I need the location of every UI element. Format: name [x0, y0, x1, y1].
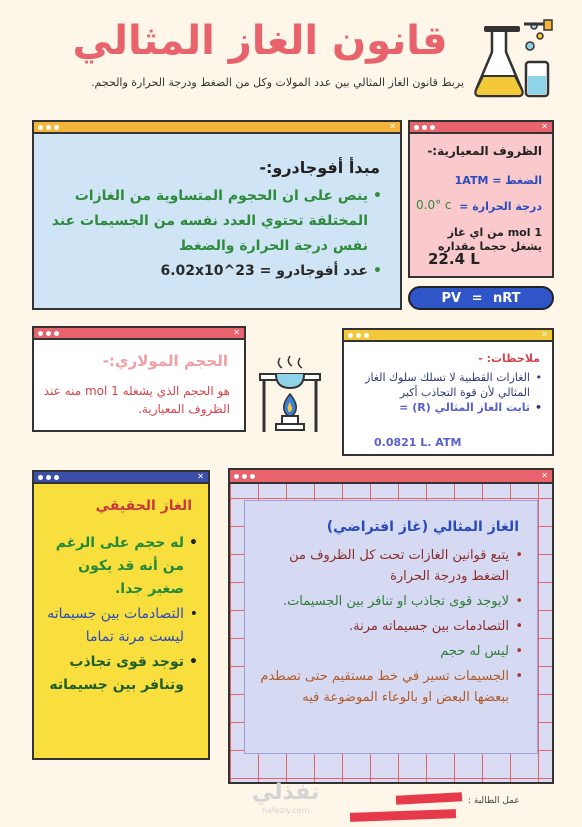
burner-icon	[256, 354, 324, 434]
avogadro-list	[42, 184, 382, 284]
list-item: • التصادمات بين جسيماته مرنة.	[255, 616, 523, 637]
list-item: • الغازات القطبية لا تسلك سلوك الغاز المثالي لأن قوة التجاذب أكبر	[346, 370, 542, 400]
window-bar: ✕	[410, 122, 552, 134]
list-item: • ثابت الغاز المثالي (R) =	[346, 400, 542, 415]
watermark-url: nafezly.com	[262, 806, 310, 815]
watermark-logo: نفذلي	[252, 780, 320, 805]
notes-list	[346, 370, 542, 415]
page-subtitle: يربط قانون الغاز المثالي بين عدد المولات وكل من الضغط ودرجة الحرارة والحجم.	[91, 76, 464, 89]
real-gas-card	[32, 470, 210, 760]
avogadro-card	[32, 120, 402, 310]
mol-statement: 1 mol من اي غاز يشغل حجما مقداره	[437, 226, 542, 253]
molar-text: هو الحجم الذي يشغله 1 mol منه عند الظروف المعيارية.	[43, 384, 230, 416]
gas-constant-value: 0.0821 L. ATM	[374, 436, 462, 449]
list-item: • ليس له حجم	[255, 641, 523, 662]
standard-title: الظروف المعيارية:-	[427, 144, 542, 158]
molar-volume-card	[32, 326, 246, 432]
ideal-gas-equation: PV = nRT	[408, 286, 554, 310]
temperature-value: 0.0° c	[416, 198, 452, 212]
standard-conditions-card	[408, 120, 554, 278]
ideal-gas-panel	[244, 500, 538, 754]
real-gas-title: الغاز الحقيقي	[95, 498, 192, 514]
list-item: • ينص على ان الحجوم المتساوية من الغازات المختلفة تحتوي العدد نفسه من الجسيمات عند نفس درجة الحرارة والضغط	[42, 184, 382, 259]
list-item: • له حجم على الرغم من أنه قد يكون صغير جدا.	[38, 532, 198, 601]
redacted-name	[350, 809, 456, 822]
window-bar: ✕	[34, 328, 244, 340]
list-item: • الجسيمات تسير في خط مستقيم حتى تصطدم ببعضها البعض او بالوعاء الموضوعة فيه	[255, 666, 523, 708]
window-bar: ✕	[34, 472, 208, 484]
notes-title: ملاحظات: -	[478, 352, 540, 365]
molar-title: الحجم المولاري:-	[102, 352, 228, 370]
ideal-gas-title: الغاز المثالي (غاز افتراضي)	[326, 519, 519, 535]
pressure-value: الضغط = 1ATM	[454, 174, 542, 187]
ideal-gas-list	[255, 545, 523, 712]
ideal-gas-card	[228, 468, 554, 784]
list-item: • توجد قوى تجاذب وتنافر بين جسيماته	[38, 651, 198, 697]
list-item: • لايوجد قوى تجاذب او تنافر بين الجسيمات.	[255, 591, 523, 612]
page-title: قانون الغاز المثالي	[72, 18, 448, 64]
list-item: • عدد أفوجادرو = 6.02x10^23	[42, 259, 382, 284]
window-bar: ✕	[344, 330, 552, 342]
window-bar: ✕	[230, 470, 552, 484]
redacted-name	[396, 792, 462, 804]
flask-icon	[470, 18, 556, 104]
notes-card	[342, 328, 554, 456]
avogadro-heading: مبدأ أفوجادرو:-	[259, 158, 380, 177]
molar-volume-value: 22.4 L	[428, 250, 480, 268]
window-bar: ✕	[34, 122, 400, 134]
list-item: • التصادمات بين جسيماته ليست مرنة تماما	[38, 603, 198, 649]
real-gas-list	[38, 532, 198, 699]
list-item: • يتبع قوانين الغازات تحت كل الظروف من الضغط ودرجة الحرارة	[255, 545, 523, 587]
temperature-label: درجة الحرارة =	[459, 200, 542, 213]
student-label: عمل الطالبة :	[468, 796, 520, 806]
